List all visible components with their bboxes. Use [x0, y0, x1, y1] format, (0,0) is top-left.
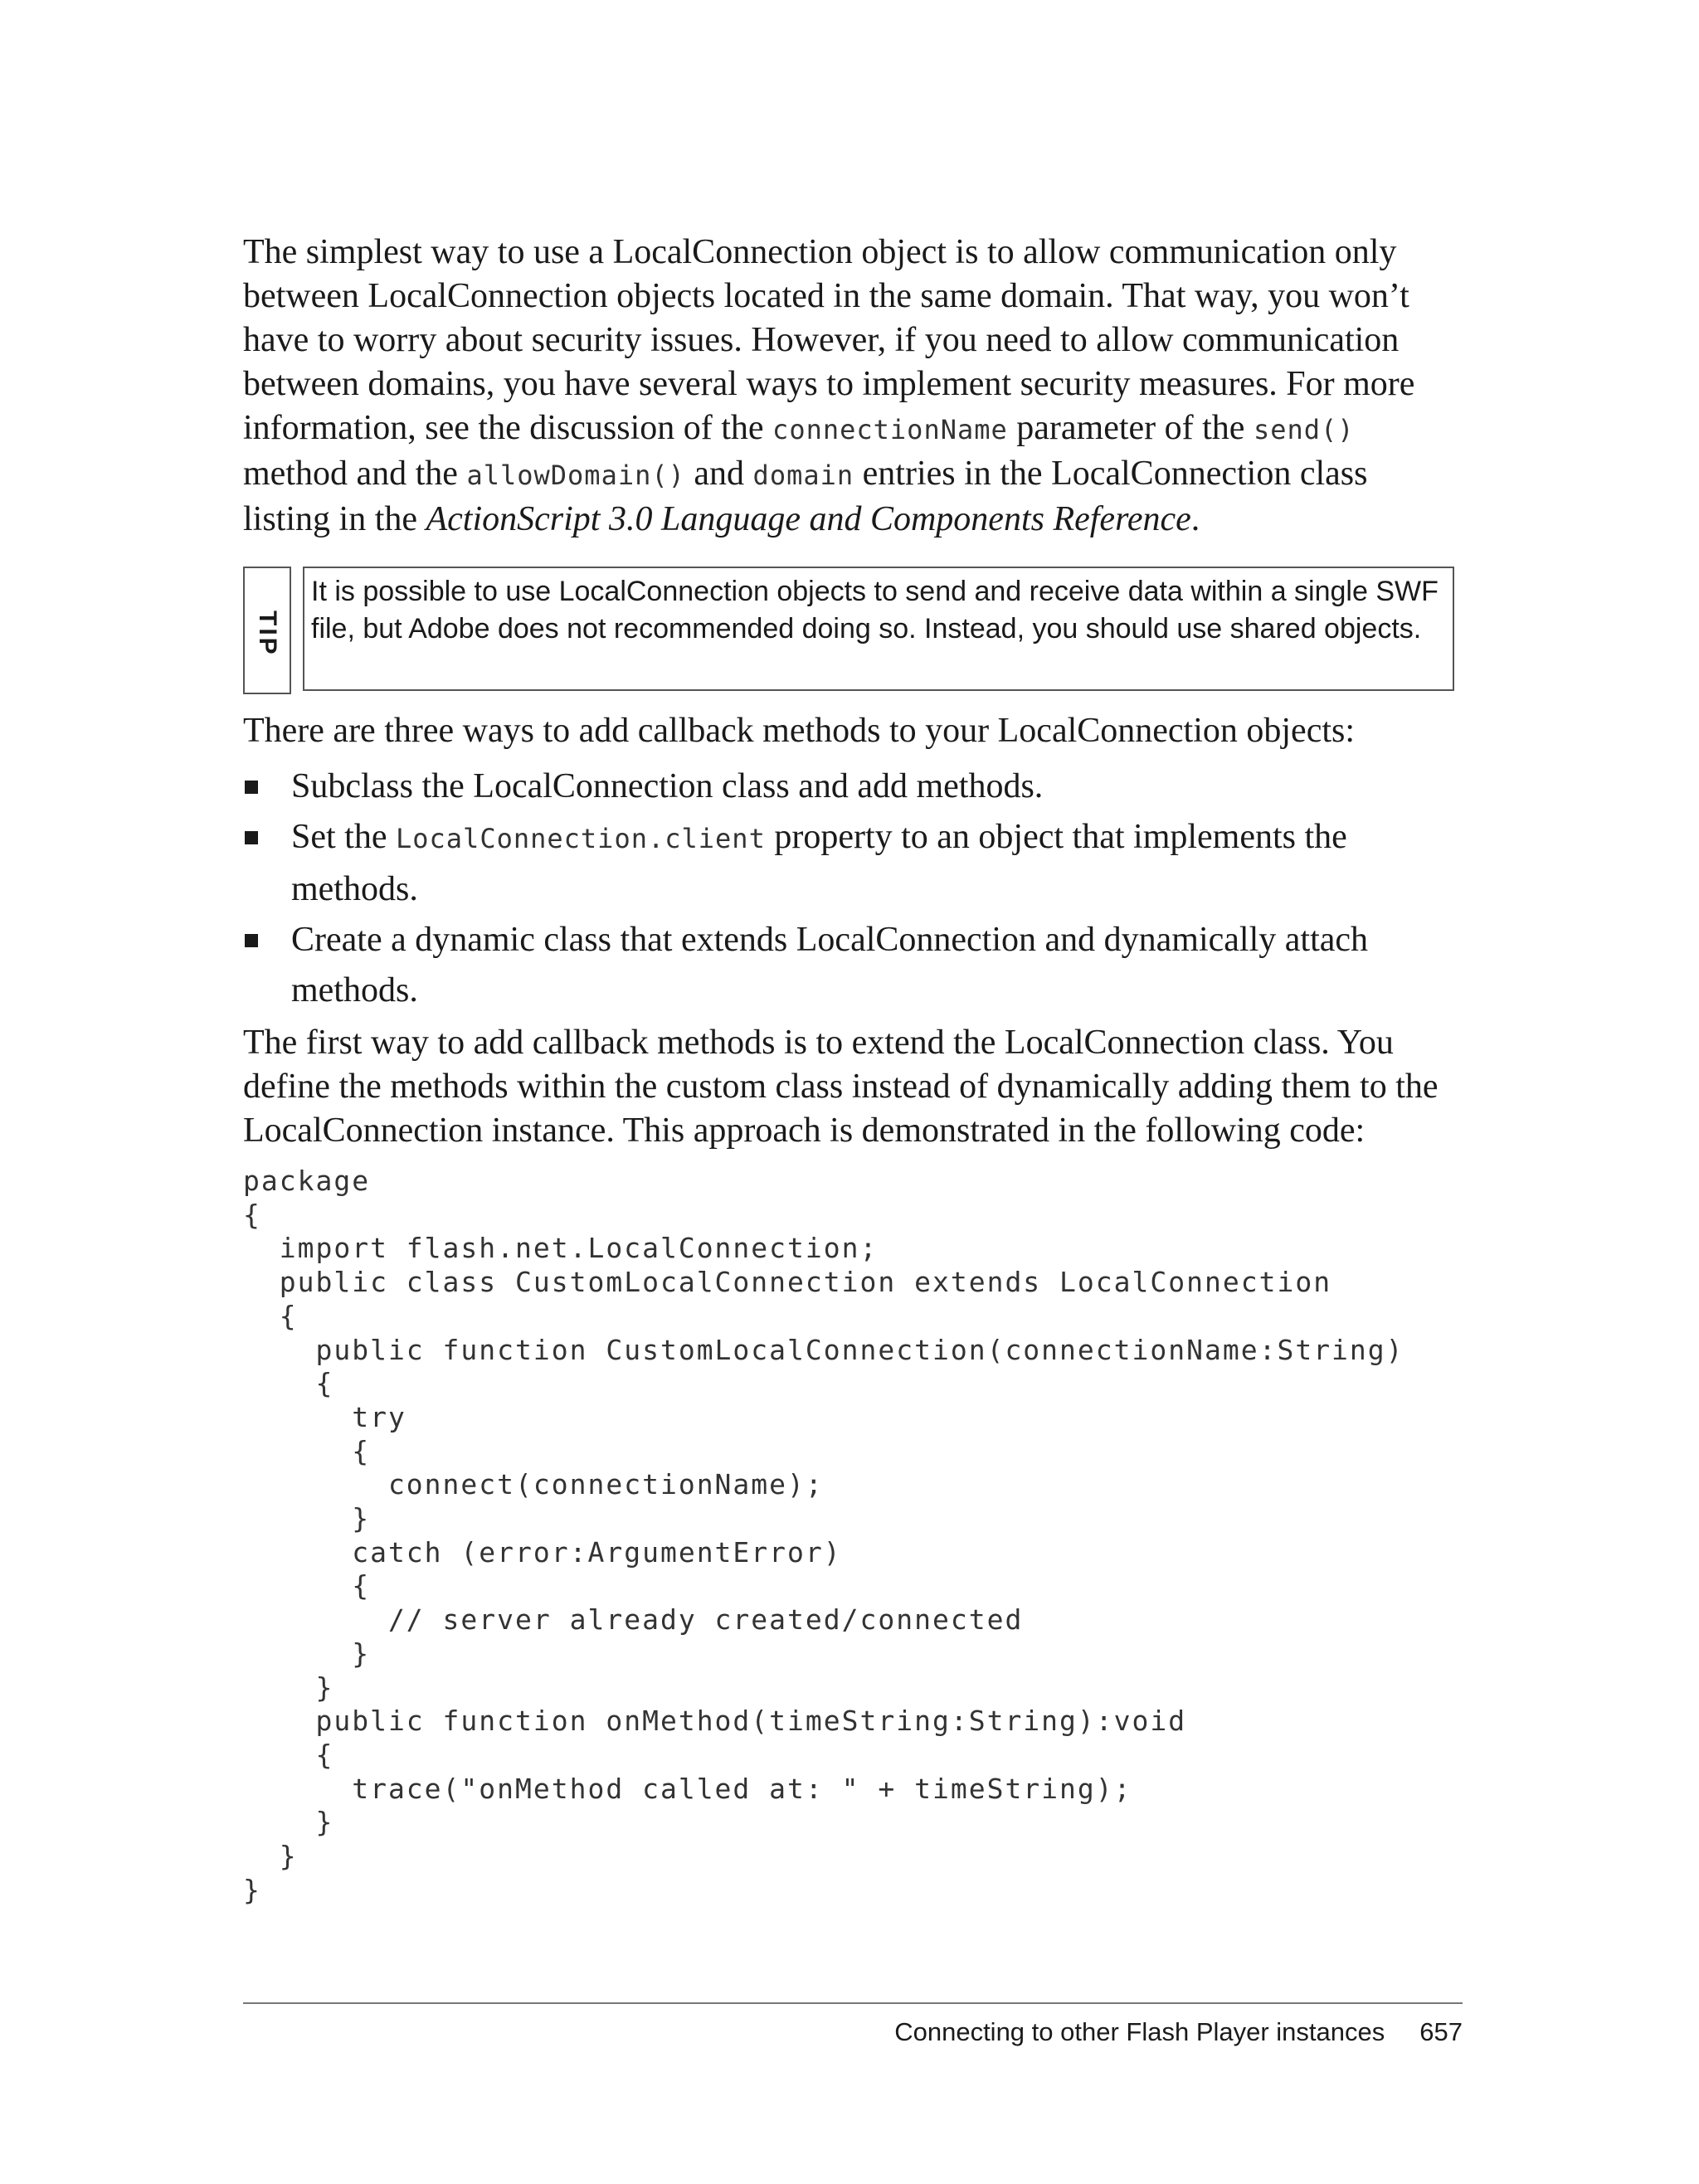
text-run: parameter of the: [1007, 409, 1254, 447]
text-run: entries in the LocalConnection class listing in the: [243, 455, 1368, 538]
list-item-text: Set the: [291, 818, 396, 856]
page-content: [243, 231, 1463, 1907]
footer-section-title: Connecting to other Flash Player instances: [894, 2017, 1385, 2046]
page-number: 657: [1419, 2017, 1463, 2046]
callback-methods-list: [243, 761, 1463, 1016]
callback-intro: There are three ways to add callback methods to your LocalConnection objects:: [243, 712, 1356, 750]
footer-divider: [243, 2002, 1463, 2004]
tip-label-box: [243, 567, 291, 694]
reference-title: ActionScript 3.0 Language and Components Reference: [426, 500, 1191, 538]
page-footer: [894, 2017, 1463, 2047]
list-item: [243, 761, 1463, 812]
list-item: [243, 812, 1463, 915]
list-item-text: Subclass the LocalConnection class and add methods.: [291, 767, 1044, 805]
text-run: and: [684, 455, 753, 493]
paragraph-extend-class: The first way to add callback methods is to extend the LocalConnection class. You define the methods within the custom class instead of dynamically adding them to the LocalConnection instance. This approach is demonstrated in the following code:: [243, 1024, 1439, 1150]
inline-code-client: LocalConnection.client: [395, 823, 766, 854]
list-item-text: property to an object that implements the methods.: [291, 818, 1347, 908]
list-item: [243, 915, 1463, 1016]
code-block: package { import flash.net.LocalConnection; public class CustomLocalConnection extends LocalConnection { public function CustomLocalConnection(connectionName:String) { try { connect(connectionName); } catch (error:ArgumentError) { // server already created/connected } } public function onMethod(timeString:String):void { trace("onMethod called at: " + timeString); } } }: [243, 1165, 1404, 1906]
text-run: The simplest way to use a LocalConnection object is to allow communication only between LocalConnection objects located in the same domain. That way, you won’t have to worry about security issues. However, if you need to allow communication between domains, you have several ways to implement security measures. For more information, see the discussion of the: [243, 233, 1415, 447]
tip-text: It is possible to use LocalConnection objects to send and receive data within a single SWF file, but Adobe does not recommended doing so. Instead, you should use shared objects.: [303, 567, 1454, 691]
text-run: method and the: [243, 455, 467, 493]
inline-code-send: send(): [1253, 414, 1355, 445]
tip-box: [243, 567, 1463, 693]
inline-code-connectionname: connectionName: [772, 414, 1008, 445]
list-item-text: Create a dynamic class that extends LocalConnection and dynamically attach methods.: [291, 921, 1369, 1009]
inline-code-domain: domain: [752, 460, 854, 491]
paragraph-localconnection-security: [243, 231, 1463, 542]
bullet-square-icon: [245, 934, 258, 947]
tip-label: TIP: [254, 610, 281, 657]
bullet-square-icon: [245, 781, 258, 794]
bullet-square-icon: [245, 831, 258, 844]
inline-code-allowdomain: allowDomain(): [466, 460, 685, 491]
text-run: .: [1190, 500, 1200, 538]
